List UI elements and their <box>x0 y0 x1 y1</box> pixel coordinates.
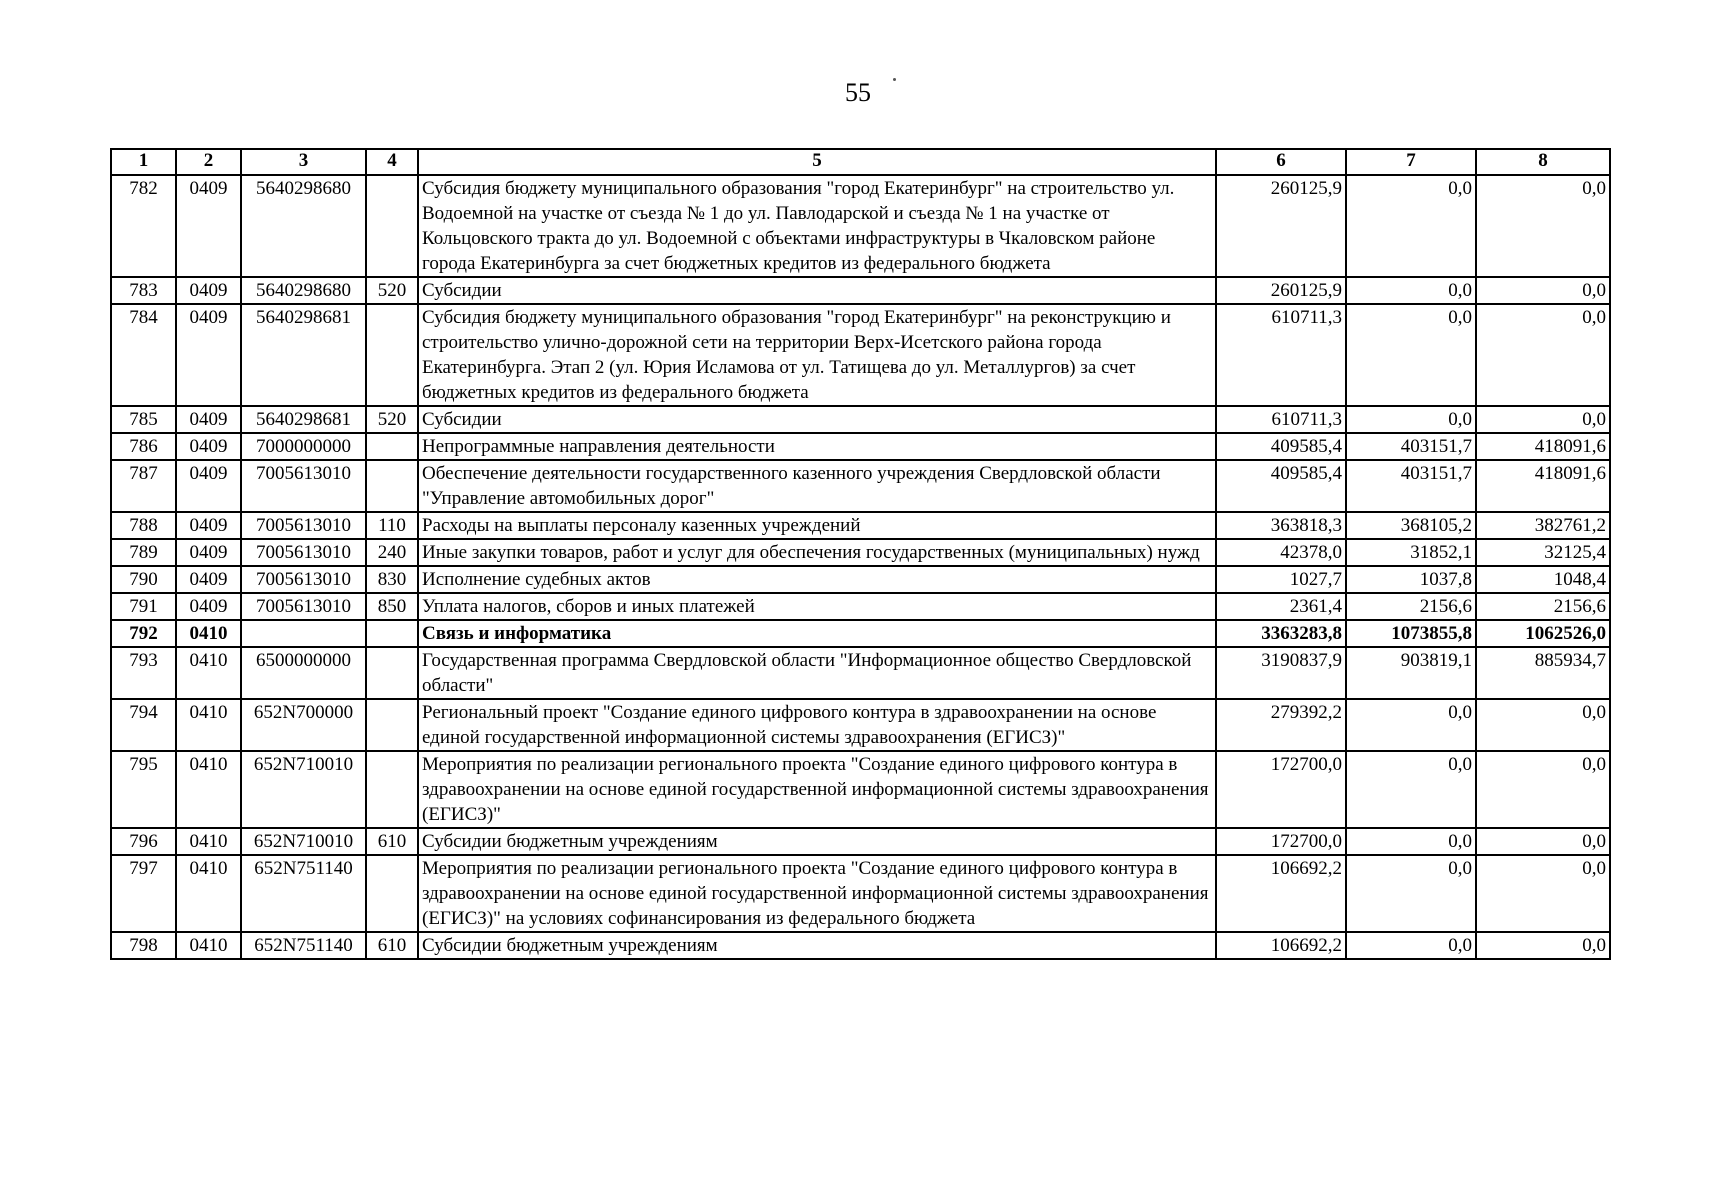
amount-year-3-cell: 0,0 <box>1476 828 1610 855</box>
name-cell: Исполнение судебных актов <box>418 566 1216 593</box>
target-code-cell: 5640298681 <box>241 304 366 406</box>
expense-type-cell: 520 <box>366 406 418 433</box>
amount-year-3-cell: 418091,6 <box>1476 433 1610 460</box>
section-code-cell: 0409 <box>176 277 241 304</box>
amount-year-2-cell: 0,0 <box>1346 828 1476 855</box>
section-code-cell: 0409 <box>176 175 241 277</box>
target-code-cell <box>241 620 366 647</box>
row-number-cell: 793 <box>111 647 176 699</box>
row-number-cell: 785 <box>111 406 176 433</box>
expense-type-cell: 520 <box>366 277 418 304</box>
expense-type-cell: 850 <box>366 593 418 620</box>
row-number-cell: 783 <box>111 277 176 304</box>
expense-type-cell <box>366 304 418 406</box>
amount-year-3-cell: 1062526,0 <box>1476 620 1610 647</box>
expense-type-cell <box>366 175 418 277</box>
expense-type-cell: 610 <box>366 932 418 959</box>
page-number: 55 <box>845 78 871 107</box>
section-code-cell: 0410 <box>176 855 241 932</box>
amount-year-1-cell: 409585,4 <box>1216 460 1346 512</box>
name-cell: Субсидия бюджету муниципального образования "город Екатеринбург" на реконструкцию и строительство улично-дорожной сети на территории Верх-Исетского района города Екатеринбурга. Этап 2 (ул. Юрия Исламова от ул. Татищева до ул. Металлургов) за счет бюджетных кредитов из федерального бюджета <box>418 304 1216 406</box>
name-cell: Субсидия бюджету муниципального образования "город Екатеринбург" на строительство ул. Водоемной на участке от съезда № 1 до ул. Павлодарской и съезда № 1 на участке от Кольцовского тракта до ул. Водоемной с объектами инфраструктуры в Чкаловском районе города Екатеринбурга за счет бюджетных кредитов из федерального бюджета <box>418 175 1216 277</box>
expense-type-cell: 610 <box>366 828 418 855</box>
section-code-cell: 0410 <box>176 828 241 855</box>
amount-year-1-cell: 1027,7 <box>1216 566 1346 593</box>
budget-table <box>110 148 1611 960</box>
amount-year-2-cell: 2156,6 <box>1346 593 1476 620</box>
name-cell: Субсидии бюджетным учреждениям <box>418 932 1216 959</box>
header-cell-5: 5 <box>418 149 1216 175</box>
row-number-cell: 786 <box>111 433 176 460</box>
expense-type-cell: 110 <box>366 512 418 539</box>
section-code-cell: 0409 <box>176 593 241 620</box>
row-number-cell: 796 <box>111 828 176 855</box>
amount-year-2-cell: 0,0 <box>1346 932 1476 959</box>
name-cell: Субсидии <box>418 277 1216 304</box>
target-code-cell: 652N710010 <box>241 751 366 828</box>
expense-type-cell <box>366 647 418 699</box>
header-cell-8: 8 <box>1476 149 1610 175</box>
table-row <box>111 647 1610 699</box>
expense-type-cell <box>366 460 418 512</box>
amount-year-1-cell: 363818,3 <box>1216 512 1346 539</box>
name-cell: Непрограммные направления деятельности <box>418 433 1216 460</box>
amount-year-1-cell: 172700,0 <box>1216 751 1346 828</box>
target-code-cell: 7005613010 <box>241 593 366 620</box>
amount-year-2-cell: 0,0 <box>1346 277 1476 304</box>
header-cell-4: 4 <box>366 149 418 175</box>
amount-year-1-cell: 260125,9 <box>1216 175 1346 277</box>
amount-year-3-cell: 0,0 <box>1476 175 1610 277</box>
table-row <box>111 304 1610 406</box>
amount-year-1-cell: 106692,2 <box>1216 932 1346 959</box>
row-number-cell: 784 <box>111 304 176 406</box>
target-code-cell: 652N751140 <box>241 932 366 959</box>
table-row <box>111 620 1610 647</box>
section-code-cell: 0410 <box>176 932 241 959</box>
amount-year-2-cell: 31852,1 <box>1346 539 1476 566</box>
amount-year-1-cell: 42378,0 <box>1216 539 1346 566</box>
amount-year-1-cell: 172700,0 <box>1216 828 1346 855</box>
name-cell: Субсидии бюджетным учреждениям <box>418 828 1216 855</box>
table-row <box>111 699 1610 751</box>
section-code-cell: 0409 <box>176 304 241 406</box>
expense-type-cell <box>366 751 418 828</box>
section-code-cell: 0410 <box>176 647 241 699</box>
amount-year-1-cell: 409585,4 <box>1216 433 1346 460</box>
amount-year-1-cell: 3190837,9 <box>1216 647 1346 699</box>
amount-year-2-cell: 1073855,8 <box>1346 620 1476 647</box>
amount-year-1-cell: 260125,9 <box>1216 277 1346 304</box>
amount-year-1-cell: 610711,3 <box>1216 406 1346 433</box>
target-code-cell: 5640298681 <box>241 406 366 433</box>
amount-year-3-cell: 2156,6 <box>1476 593 1610 620</box>
expense-type-cell <box>366 433 418 460</box>
expense-type-cell <box>366 620 418 647</box>
table-body <box>111 175 1610 959</box>
table-row <box>111 566 1610 593</box>
amount-year-3-cell: 418091,6 <box>1476 460 1610 512</box>
amount-year-2-cell: 0,0 <box>1346 751 1476 828</box>
table-row <box>111 828 1610 855</box>
row-number-cell: 795 <box>111 751 176 828</box>
amount-year-2-cell: 403151,7 <box>1346 460 1476 512</box>
expense-type-cell <box>366 699 418 751</box>
header-cell-7: 7 <box>1346 149 1476 175</box>
amount-year-3-cell: 0,0 <box>1476 304 1610 406</box>
section-code-cell: 0409 <box>176 566 241 593</box>
row-number-cell: 782 <box>111 175 176 277</box>
amount-year-1-cell: 106692,2 <box>1216 855 1346 932</box>
row-number-cell: 792 <box>111 620 176 647</box>
name-cell: Государственная программа Свердловской области "Информационное общество Свердловской области" <box>418 647 1216 699</box>
target-code-cell: 7000000000 <box>241 433 366 460</box>
section-code-cell: 0410 <box>176 699 241 751</box>
amount-year-3-cell: 885934,7 <box>1476 647 1610 699</box>
amount-year-3-cell: 0,0 <box>1476 855 1610 932</box>
section-code-cell: 0409 <box>176 460 241 512</box>
amount-year-3-cell: 32125,4 <box>1476 539 1610 566</box>
amount-year-3-cell: 0,0 <box>1476 932 1610 959</box>
target-code-cell: 6500000000 <box>241 647 366 699</box>
amount-year-3-cell: 0,0 <box>1476 277 1610 304</box>
header-cell-6: 6 <box>1216 149 1346 175</box>
table-row <box>111 539 1610 566</box>
scan-speck <box>893 78 896 81</box>
row-number-cell: 794 <box>111 699 176 751</box>
amount-year-2-cell: 403151,7 <box>1346 433 1476 460</box>
amount-year-2-cell: 1037,8 <box>1346 566 1476 593</box>
amount-year-3-cell: 0,0 <box>1476 751 1610 828</box>
amount-year-1-cell: 2361,4 <box>1216 593 1346 620</box>
expense-type-cell: 830 <box>366 566 418 593</box>
amount-year-3-cell: 0,0 <box>1476 699 1610 751</box>
target-code-cell: 5640298680 <box>241 277 366 304</box>
expense-type-cell: 240 <box>366 539 418 566</box>
target-code-cell: 652N700000 <box>241 699 366 751</box>
target-code-cell: 7005613010 <box>241 460 366 512</box>
table-row <box>111 751 1610 828</box>
target-code-cell: 7005613010 <box>241 539 366 566</box>
name-cell: Мероприятия по реализации регионального проекта "Создание единого цифрового контура в здравоохранении на основе единой государственной информационной системы здравоохранения (ЕГИСЗ)" на условиях софинансирования из федерального бюджета <box>418 855 1216 932</box>
amount-year-1-cell: 279392,2 <box>1216 699 1346 751</box>
table-row <box>111 406 1610 433</box>
amount-year-2-cell: 0,0 <box>1346 175 1476 277</box>
name-cell: Региональный проект "Создание единого цифрового контура в здравоохранении на основе единой государственной информационной системы здравоохранения (ЕГИСЗ)" <box>418 699 1216 751</box>
table-row <box>111 460 1610 512</box>
table-row <box>111 277 1610 304</box>
amount-year-2-cell: 0,0 <box>1346 855 1476 932</box>
amount-year-1-cell: 610711,3 <box>1216 304 1346 406</box>
header-cell-1: 1 <box>111 149 176 175</box>
amount-year-2-cell: 0,0 <box>1346 304 1476 406</box>
amount-year-2-cell: 368105,2 <box>1346 512 1476 539</box>
name-cell: Уплата налогов, сборов и иных платежей <box>418 593 1216 620</box>
amount-year-2-cell: 0,0 <box>1346 699 1476 751</box>
header-row <box>111 149 1610 175</box>
name-cell: Связь и информатика <box>418 620 1216 647</box>
amount-year-3-cell: 1048,4 <box>1476 566 1610 593</box>
table-row <box>111 175 1610 277</box>
expense-type-cell <box>366 855 418 932</box>
table-row <box>111 512 1610 539</box>
header-cell-2: 2 <box>176 149 241 175</box>
section-code-cell: 0409 <box>176 539 241 566</box>
target-code-cell: 7005613010 <box>241 566 366 593</box>
amount-year-3-cell: 0,0 <box>1476 406 1610 433</box>
amount-year-3-cell: 382761,2 <box>1476 512 1610 539</box>
section-code-cell: 0409 <box>176 433 241 460</box>
amount-year-2-cell: 903819,1 <box>1346 647 1476 699</box>
row-number-cell: 788 <box>111 512 176 539</box>
target-code-cell: 7005613010 <box>241 512 366 539</box>
row-number-cell: 789 <box>111 539 176 566</box>
table-row <box>111 593 1610 620</box>
name-cell: Обеспечение деятельности государственного казенного учреждения Свердловской области "Управление автомобильных дорог" <box>418 460 1216 512</box>
row-number-cell: 798 <box>111 932 176 959</box>
target-code-cell: 652N751140 <box>241 855 366 932</box>
section-code-cell: 0409 <box>176 406 241 433</box>
section-code-cell: 0409 <box>176 512 241 539</box>
name-cell: Иные закупки товаров, работ и услуг для обеспечения государственных (муниципальных) нужд <box>418 539 1216 566</box>
amount-year-2-cell: 0,0 <box>1346 406 1476 433</box>
target-code-cell: 652N710010 <box>241 828 366 855</box>
name-cell: Мероприятия по реализации регионального проекта "Создание единого цифрового контура в здравоохранении на основе единой государственной информационной системы здравоохранения (ЕГИСЗ)" <box>418 751 1216 828</box>
row-number-cell: 790 <box>111 566 176 593</box>
row-number-cell: 797 <box>111 855 176 932</box>
table-row <box>111 855 1610 932</box>
section-code-cell: 0410 <box>176 751 241 828</box>
name-cell: Субсидии <box>418 406 1216 433</box>
row-number-cell: 787 <box>111 460 176 512</box>
section-code-cell: 0410 <box>176 620 241 647</box>
table-row <box>111 932 1610 959</box>
table-row <box>111 433 1610 460</box>
amount-year-1-cell: 3363283,8 <box>1216 620 1346 647</box>
header-cell-3: 3 <box>241 149 366 175</box>
target-code-cell: 5640298680 <box>241 175 366 277</box>
name-cell: Расходы на выплаты персоналу казенных учреждений <box>418 512 1216 539</box>
row-number-cell: 791 <box>111 593 176 620</box>
